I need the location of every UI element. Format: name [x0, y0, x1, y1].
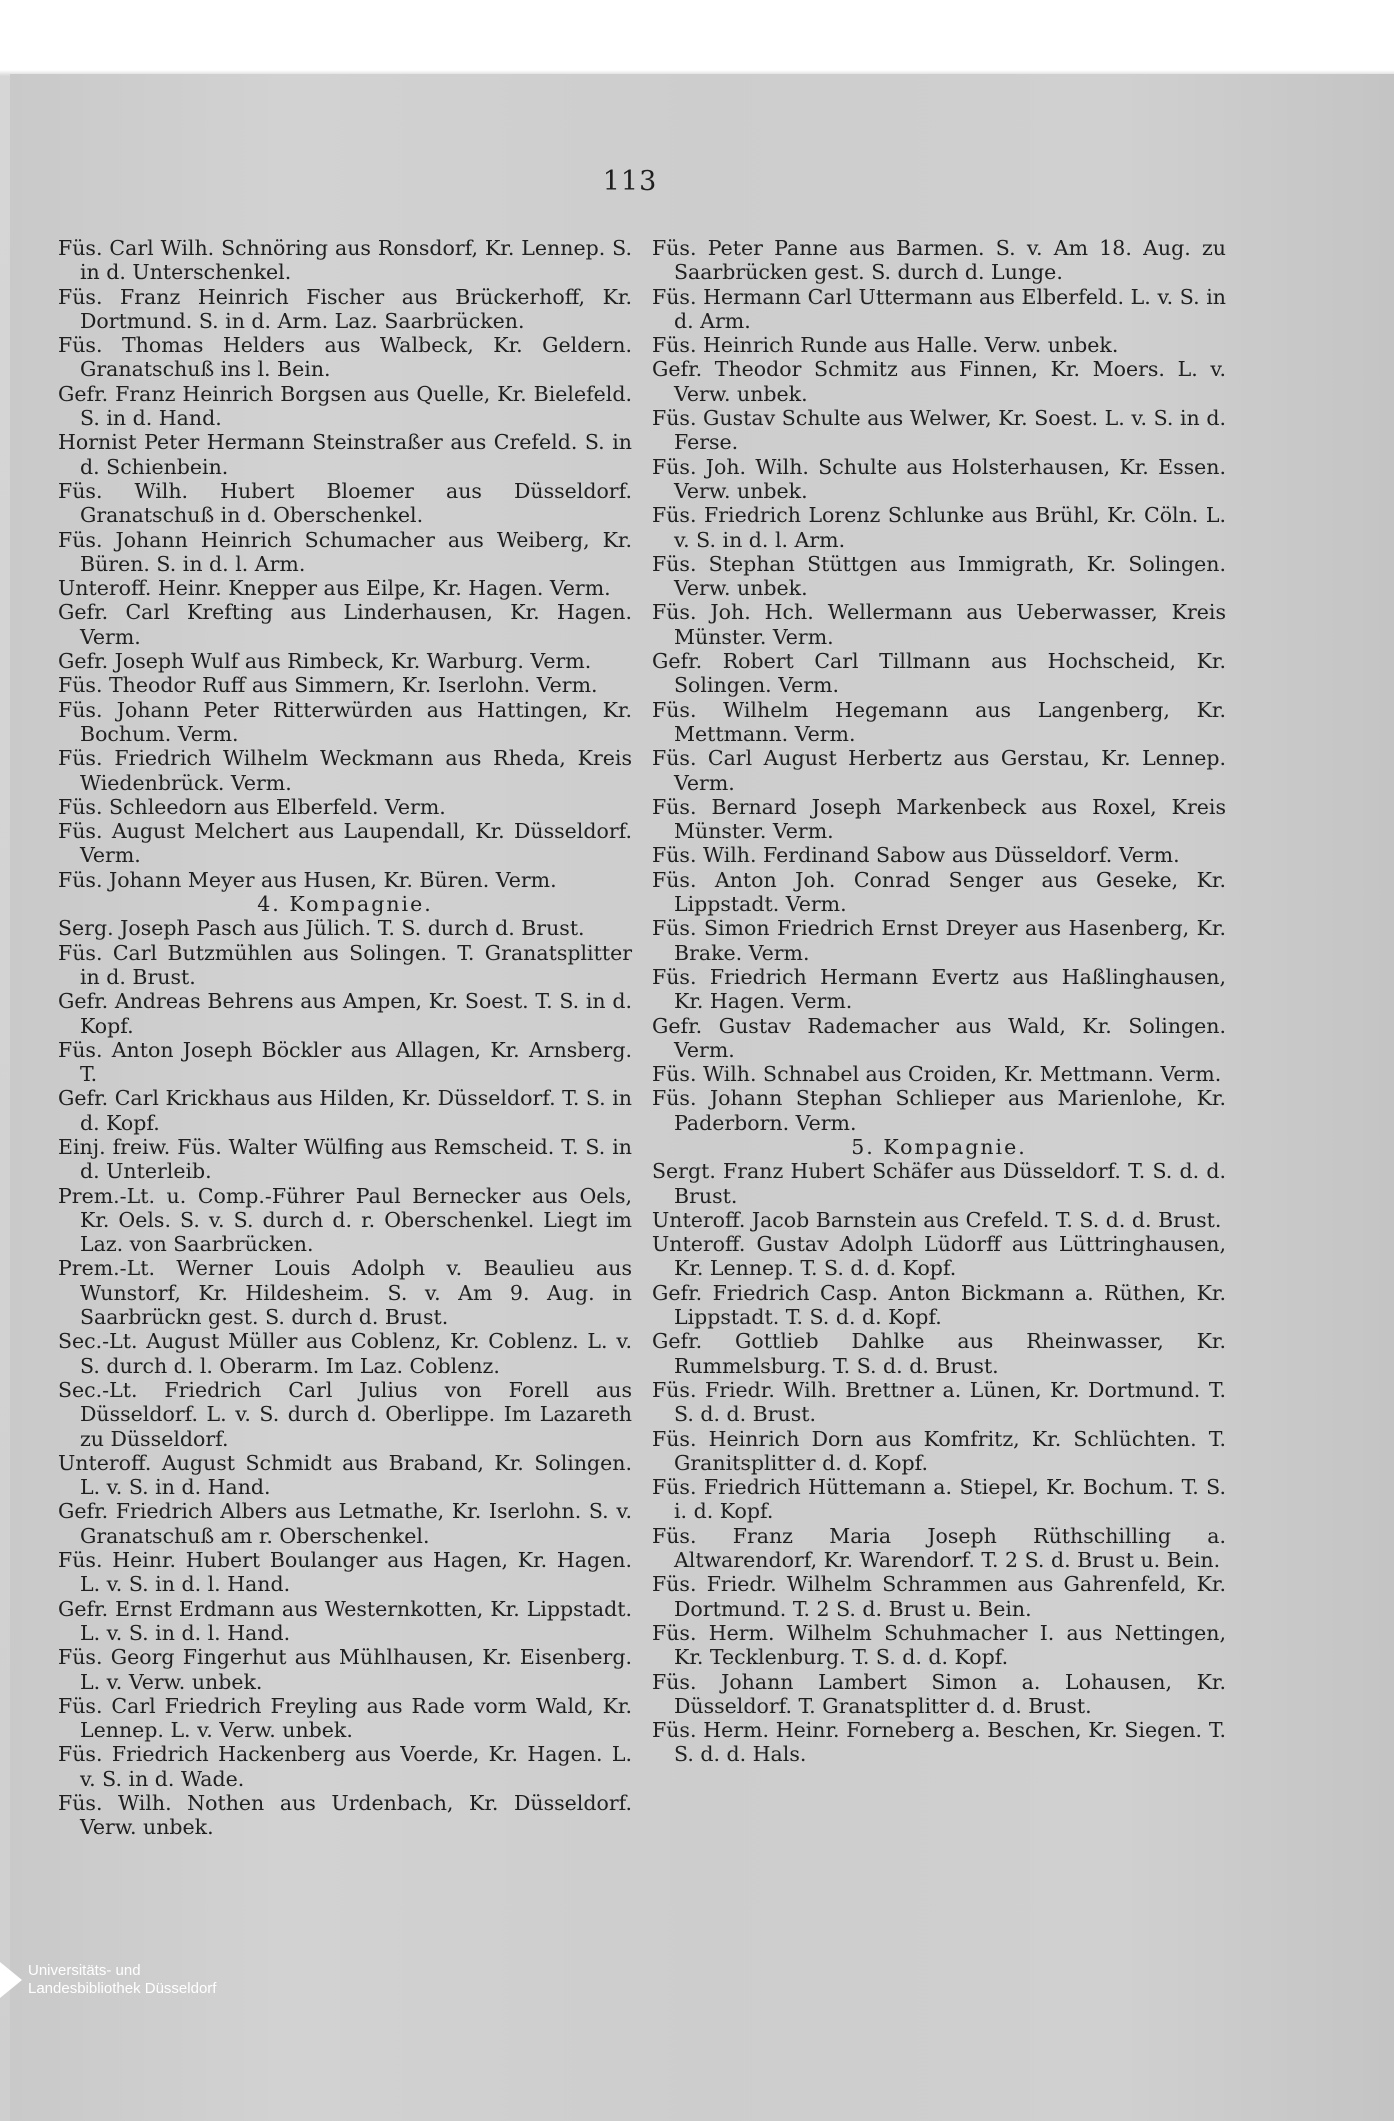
- casualty-entry: Füs. Friedrich Wilhelm Weckmann aus Rheda, Kreis Wiedenbrück. Verm.: [58, 746, 632, 795]
- casualty-entry: Füs. Friedr. Wilhelm Schrammen aus Gahrenfeld, Kr. Dortmund. T. 2 S. d. Brust u. Bein.: [652, 1572, 1226, 1621]
- casualty-entry: Füs. Schleedorn aus Elberfeld. Verm.: [58, 794, 446, 819]
- casualty-entry: Füs. Wilh. Hubert Bloemer aus Düsseldorf. Granatschuß in d. Oberschenkel.: [58, 478, 632, 528]
- casualty-entry: Füs. Wilh. Nothen aus Urdenbach, Kr. Düsseldorf. Verw. unbek.: [58, 1791, 632, 1840]
- casualty-entry: Füs. Friedrich Hermann Evertz aus Haßlinghausen, Kr. Hagen. Verm.: [652, 964, 1226, 1014]
- casualty-entry: Füs. Heinrich Runde aus Halle. Verw. unbek.: [652, 333, 1119, 358]
- casualty-entry: Füs. Franz Heinrich Fischer aus Brückerhoff, Kr. Dortmund. S. in d. Arm. Laz. Saarbrücken.: [58, 284, 632, 333]
- casualty-entry: Gefr. Franz Heinrich Borgsen aus Quelle, Kr. Bielefeld. S. in d. Hand.: [58, 381, 632, 431]
- casualty-entry: Füs. Johann Meyer aus Husen, Kr. Büren. Verm.: [58, 867, 557, 892]
- casualty-entry: Füs. Carl Friedrich Freyling aus Rade vorm Wald, Kr. Lennep. L. v. Verw. unbek.: [58, 1693, 632, 1743]
- casualty-entry: Unteroff. August Schmidt aus Braband, Kr. Solingen. L. v. S. in d. Hand.: [58, 1450, 632, 1500]
- casualty-entry: Füs. Friedrich Hüttemann a. Stiepel, Kr. Bochum. T. S. i. d. Kopf.: [652, 1475, 1226, 1524]
- casualty-entry: Füs. Franz Maria Joseph Rüthschilling a. Altwarendorf, Kr. Warendorf. T. 2 S. d. Brust u. Bein.: [652, 1523, 1226, 1573]
- casualty-entry: Füs. Hermann Carl Uttermann aus Elberfeld. L. v. S. in d. Arm.: [652, 284, 1226, 333]
- casualty-entry: Einj. freiw. Füs. Walter Wülfing aus Remscheid. T. S. in d. Unterleib.: [58, 1134, 632, 1184]
- casualty-entry: Füs. Theodor Ruff aus Simmern, Kr. Iserlohn. Verm.: [58, 673, 598, 698]
- casualty-entry: Füs. Anton Joh. Conrad Senger aus Geseke, Kr. Lippstadt. Verm.: [652, 867, 1226, 917]
- library-watermark: [0, 1952, 260, 2008]
- casualty-entry: Füs. Friedr. Wilh. Brettner a. Lünen, Kr. Dortmund. T. S. d. d. Brust.: [652, 1377, 1226, 1427]
- casualty-entry: Füs. Friedrich Lorenz Schlunke aus Brühl, Kr. Cöln. L. v. S. in d. l. Arm.: [652, 503, 1226, 552]
- casualty-entry: Serg. Joseph Pasch aus Jülich. T. S. durch d. Brust.: [58, 916, 585, 941]
- casualty-entry: Sec.-Lt. Friedrich Carl Julius von Forell aus Düsseldorf. L. v. S. durch d. Oberlippe. Im Lazareth zu Düsseldorf.: [58, 1377, 632, 1451]
- casualty-entry: Prem.-Lt. Werner Louis Adolph v. Beaulieu aus Wunstorf, Kr. Hildesheim. S. v. Am 9. Aug. in Saarbrückn gest. S. durch d. Brust.: [58, 1256, 632, 1330]
- casualty-entry: Füs. Simon Friedrich Ernst Dreyer aus Hasenberg, Kr. Brake. Verm.: [652, 916, 1226, 965]
- casualty-entry: Füs. August Melchert aus Laupendall, Kr. Düsseldorf. Verm.: [58, 819, 632, 868]
- page-number: 113: [602, 166, 658, 197]
- casualty-entry: Füs. Wilhelm Hegemann aus Langenberg, Kr. Mettmann. Verm.: [652, 697, 1226, 746]
- casualty-entry: Füs. Carl August Herbertz aus Gerstau, Kr. Lennep. Verm.: [652, 746, 1226, 795]
- casualty-entry: Füs. Joh. Wilh. Schulte aus Holsterhausen, Kr. Essen. Verw. unbek.: [652, 454, 1226, 503]
- casualty-entry: Füs. Anton Joseph Böckler aus Allagen, Kr. Arnsberg. T.: [58, 1037, 632, 1087]
- casualty-entry: Gefr. Ernst Erdmann aus Westernkotten, Kr. Lippstadt. L. v. S. in d. l. Hand.: [58, 1596, 632, 1645]
- casualty-entry: Sergt. Franz Hubert Schäfer aus Düsseldorf. T. S. d. d. Brust.: [652, 1159, 1226, 1208]
- casualty-entry: Füs. Heinrich Dorn aus Komfritz, Kr. Schlüchten. T. Granitsplitter d. d. Kopf.: [652, 1426, 1226, 1475]
- casualty-entry: Gefr. Carl Krickhaus aus Hilden, Kr. Düsseldorf. T. S. in d. Kopf.: [58, 1086, 632, 1135]
- casualty-entry: Füs. Heinr. Hubert Boulanger aus Hagen, Kr. Hagen. L. v. S. in d. l. Hand.: [58, 1548, 632, 1597]
- casualty-entry: Hornist Peter Hermann Steinstraßer aus Crefeld. S. in d. Schienbein.: [58, 430, 632, 479]
- casualty-entry: Füs. Johann Stephan Schlieper aus Marienlohe, Kr. Paderborn. Verm.: [652, 1086, 1226, 1135]
- library-name-line1: Universitäts- und: [28, 1962, 141, 1979]
- casualty-entry: Gefr. Robert Carl Tillmann aus Hochscheid, Kr. Solingen. Verm.: [652, 649, 1226, 698]
- company-heading: 5. Kompagnie.: [851, 1134, 1027, 1159]
- casualty-entry: Füs. Joh. Hch. Wellermann aus Ueberwasser, Kreis Münster. Verm.: [652, 600, 1226, 649]
- casualty-entry: Füs. Georg Fingerhut aus Mühlhausen, Kr. Eisenberg. L. v. Verw. unbek.: [58, 1645, 632, 1694]
- casualty-entry: Füs. Johann Heinrich Schumacher aus Weiberg, Kr. Büren. S. in d. l. Arm.: [58, 527, 632, 576]
- casualty-entry: Sec.-Lt. August Müller aus Coblenz, Kr. Coblenz. L. v. S. durch d. l. Oberarm. Im Laz. Coblenz.: [58, 1329, 632, 1378]
- casualty-entry: Gefr. Friedrich Casp. Anton Bickmann a. Rüthen, Kr. Lippstadt. T. S. d. d. Kopf.: [652, 1280, 1226, 1330]
- casualty-entry: Gefr. Friedrich Albers aus Letmathe, Kr. Iserlohn. S. v. Granatschuß am r. Oberschenkel.: [58, 1499, 632, 1548]
- casualty-entry: Füs. Johann Peter Ritterwürden aus Hattingen, Kr. Bochum. Verm.: [58, 697, 632, 746]
- casualty-entry: Gefr. Carl Krefting aus Linderhausen, Kr. Hagen. Verm.: [58, 600, 632, 649]
- casualty-entry: Gefr. Joseph Wulf aus Rimbeck, Kr. Warburg. Verm.: [58, 649, 592, 674]
- casualty-entry: Füs. Peter Panne aus Barmen. S. v. Am 18. Aug. zu Saarbrücken gest. S. durch d. Lunge.: [652, 236, 1226, 285]
- library-name-line2: Landesbibliothek Düsseldorf: [28, 1980, 217, 1997]
- company-heading: 4. Kompagnie.: [257, 892, 433, 917]
- casualty-entry: Füs. Friedrich Hackenberg aus Voerde, Kr. Hagen. L. v. S. in d. Wade.: [58, 1742, 632, 1791]
- casualty-entry: Prem.-Lt. u. Comp.-Führer Paul Bernecker aus Oels, Kr. Oels. S. v. S. durch d. r. Oberschenkel. Liegt im Laz. von Saarbrücken.: [58, 1183, 632, 1257]
- casualty-entry: Füs. Johann Lambert Simon a. Lohausen, Kr. Düsseldorf. T. Granatsplitter d. d. Brust.: [652, 1669, 1226, 1718]
- casualty-entry: Gefr. Gustav Rademacher aus Wald, Kr. Solingen. Verm.: [652, 1013, 1226, 1062]
- casualty-entry: Gefr. Gottlieb Dahlke aus Rheinwasser, Kr. Rummelsburg. T. S. d. d. Brust.: [652, 1329, 1226, 1378]
- left-column: [58, 236, 632, 1840]
- casualty-entry: Füs. Thomas Helders aus Walbeck, Kr. Geldern. Granatschuß ins l. Bein.: [58, 333, 632, 382]
- right-column: [652, 236, 1226, 1767]
- library-name: [28, 1962, 216, 1998]
- casualty-entry: Füs. Bernard Joseph Markenbeck aus Roxel, Kreis Münster. Verm.: [652, 794, 1226, 844]
- casualty-entry: Füs. Herm. Heinr. Forneberg a. Beschen, Kr. Siegen. T. S. d. d. Hals.: [652, 1718, 1226, 1767]
- casualty-entry: Gefr. Theodor Schmitz aus Finnen, Kr. Moers. L. v. Verw. unbek.: [652, 357, 1226, 406]
- casualty-entry: Füs. Stephan Stüttgen aus Immigrath, Kr. Solingen. Verw. unbek.: [652, 551, 1226, 601]
- casualty-entry: Füs. Wilh. Schnabel aus Croiden, Kr. Mettmann. Verm.: [652, 1062, 1222, 1087]
- casualty-entry: Unteroff. Heinr. Knepper aus Eilpe, Kr. Hagen. Verm.: [58, 576, 611, 601]
- casualty-entry: Füs. Wilh. Ferdinand Sabow aus Düsseldorf. Verm.: [652, 843, 1180, 868]
- casualty-entry: Gefr. Andreas Behrens aus Ampen, Kr. Soest. T. S. in d. Kopf.: [58, 989, 632, 1038]
- casualty-entry: Unteroff. Gustav Adolph Lüdorff aus Lüttringhausen, Kr. Lennep. T. S. d. d. Kopf.: [652, 1232, 1226, 1281]
- library-logo-icon: [0, 1962, 22, 1998]
- casualty-entry: Füs. Gustav Schulte aus Welwer, Kr. Soest. L. v. S. in d. Ferse.: [652, 406, 1226, 455]
- casualty-entry: Füs. Carl Wilh. Schnöring aus Ronsdorf, Kr. Lennep. S. in d. Unterschenkel.: [58, 236, 632, 285]
- casualty-entry: Füs. Carl Butzmühlen aus Solingen. T. Granatsplitter in d. Brust.: [58, 940, 632, 989]
- casualty-entry: Unteroff. Jacob Barnstein aus Crefeld. T. S. d. d. Brust.: [652, 1207, 1222, 1232]
- casualty-entry: Füs. Herm. Wilhelm Schuhmacher I. aus Nettingen, Kr. Tecklenburg. T. S. d. d. Kopf.: [652, 1620, 1226, 1670]
